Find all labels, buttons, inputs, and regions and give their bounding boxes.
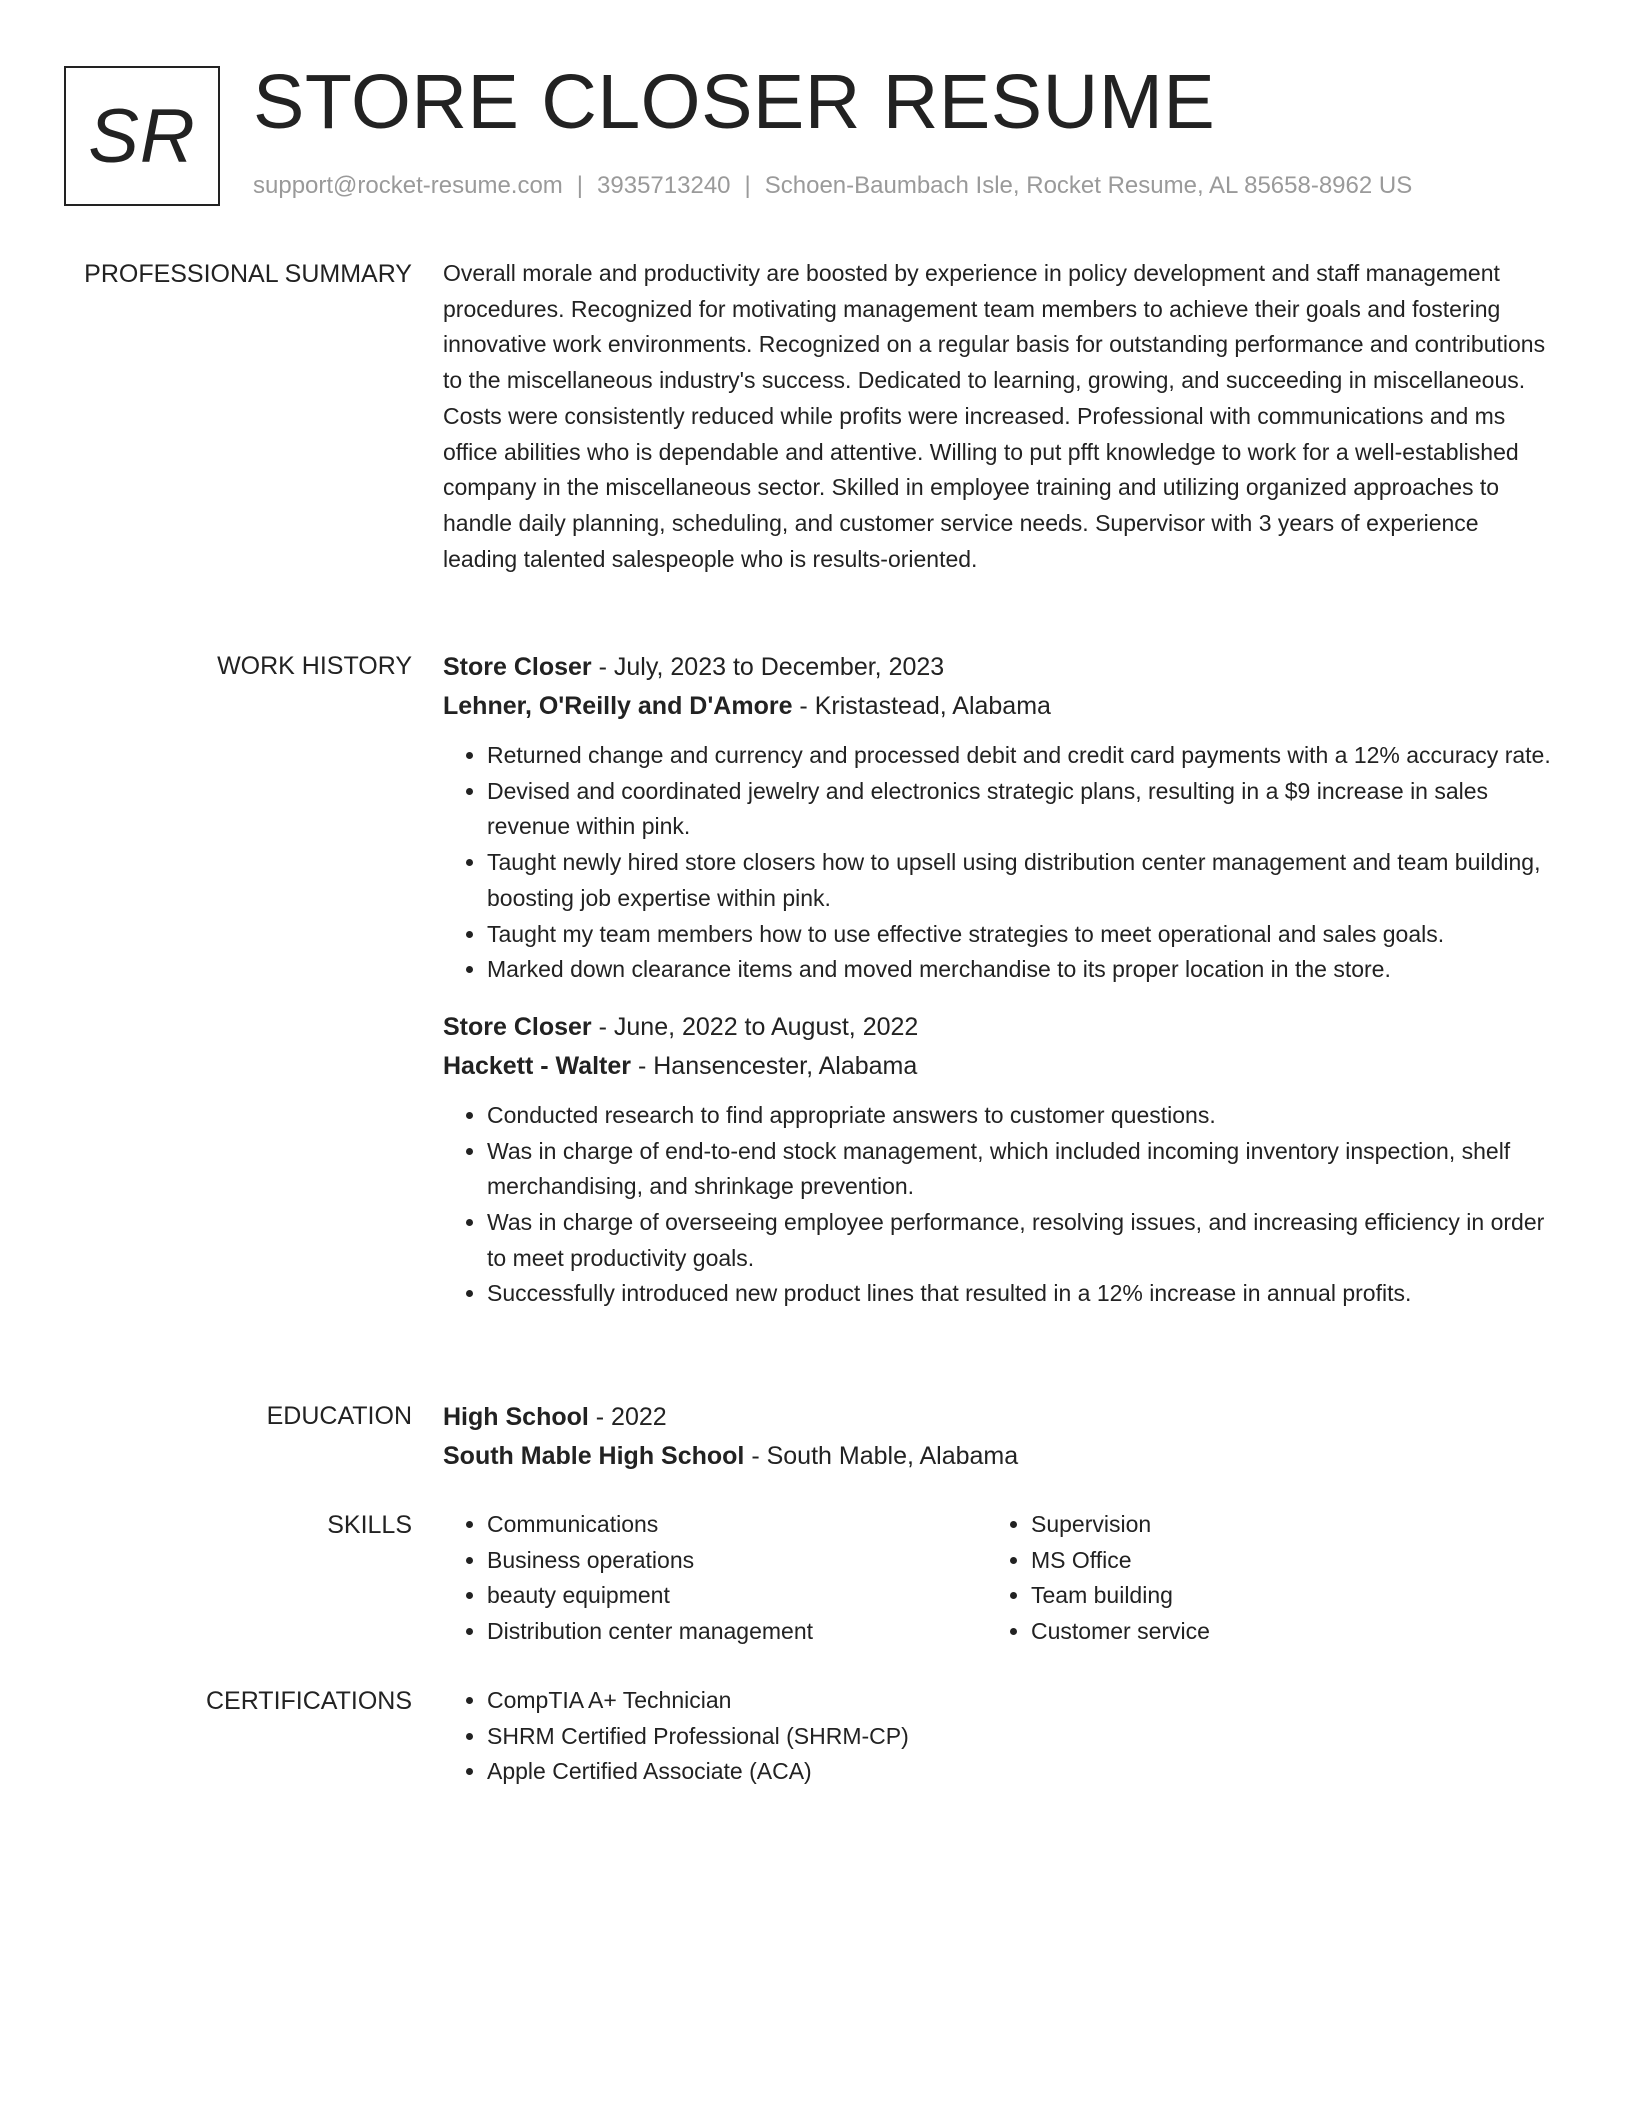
education-degree: High School: [443, 1403, 589, 1431]
list-item: • Was in charge of overseeing employee performance, resolving issues, and increasing efficiency in order to meet productivity goals.: [487, 1205, 1558, 1276]
work-history-body: [443, 648, 1558, 1312]
skills-column-right: [987, 1507, 1531, 1650]
contact-line: [253, 172, 1412, 200]
list-item: • Taught my team members how to use effective strategies to meet operational and sales goals.: [487, 917, 1558, 953]
list-item: • Returned change and currency and processed debit and credit card payments with a 12% accuracy rate.: [487, 738, 1558, 774]
certifications-list: [443, 1683, 1558, 1790]
skills-grid: [443, 1507, 1558, 1650]
contact-separator: |: [576, 172, 584, 199]
list-item: • Conducted research to find appropriate answers to customer questions.: [487, 1098, 1558, 1134]
education-location: - South Mable, Alabama: [744, 1442, 1019, 1470]
job-role-line: [443, 648, 1558, 687]
education-degree-line: [443, 1398, 1558, 1437]
skill-item: • Customer service: [1031, 1614, 1531, 1650]
skill-item: • Team building: [1031, 1578, 1531, 1614]
section-title: CERTIFICATIONS: [205, 1687, 412, 1715]
job-bullets: [443, 738, 1558, 988]
job-role: Store Closer: [443, 1012, 592, 1041]
summary-body: [443, 256, 1558, 577]
monogram-logo: SR: [64, 66, 220, 206]
certification-item: • CompTIA A+ Technician: [487, 1683, 1558, 1719]
skill-item: • Supervision: [1031, 1507, 1531, 1543]
list-item: • Was in charge of end-to-end stock management, which included incoming inventory inspection, shelf merchandising, and shrinkage prevention.: [487, 1134, 1558, 1205]
job-bullets: [443, 1098, 1558, 1312]
job-entry: [443, 648, 1558, 988]
education-body: [443, 1398, 1558, 1476]
skill-item: • Business operations: [487, 1543, 987, 1579]
contact-address: Schoen-Baumbach Isle, Rocket Resume, AL 85658-8962 US: [764, 172, 1413, 199]
job-company-line: [443, 687, 1558, 726]
job-company: Lehner, O'Reilly and D'Amore: [443, 692, 793, 720]
section-title: SKILLS: [327, 1511, 412, 1539]
job-dates: - June, 2022 to August, 2022: [591, 1012, 919, 1041]
contact-separator: |: [744, 172, 751, 199]
section-title: PROFESSIONAL SUMMARY: [84, 260, 412, 288]
job-company-line: [443, 1047, 1558, 1086]
certification-item: • SHRM Certified Professional (SHRM-CP): [487, 1719, 1558, 1755]
resume-title: STORE CLOSER RESUME: [253, 59, 1216, 145]
skill-item: • beauty equipment: [487, 1578, 987, 1614]
job-dates: - July, 2023 to December, 2023: [591, 653, 945, 681]
skill-item: • MS Office: [1031, 1543, 1531, 1579]
skills-column-left: [443, 1507, 987, 1650]
skill-item: • Distribution center management: [487, 1614, 987, 1650]
education-school: South Mable High School: [443, 1442, 745, 1470]
section-title: WORK HISTORY: [217, 652, 412, 680]
education-school-line: [443, 1437, 1558, 1476]
skill-item: • Communications: [487, 1507, 987, 1543]
list-item: • Taught newly hired store closers how to upsell using distribution center management and team building, boosting job expertise within pink.: [487, 845, 1558, 916]
contact-email[interactable]: support@rocket-resume.com: [253, 172, 563, 199]
list-item: • Successfully introduced new product lines that resulted in a 12% increase in annual profits.: [487, 1276, 1558, 1312]
section-title: EDUCATION: [266, 1402, 412, 1430]
job-location: - Hansencester, Alabama: [631, 1051, 918, 1080]
education-year: - 2022: [588, 1403, 667, 1431]
job-role: Store Closer: [443, 653, 592, 681]
certifications-body: [443, 1683, 1558, 1790]
list-item: • Devised and coordinated jewelry and electronics strategic plans, resulting in a $9 increase in sales revenue within pink.: [487, 774, 1558, 845]
certification-item: • Apple Certified Associate (ACA): [487, 1754, 1558, 1790]
contact-phone[interactable]: 3935713240: [597, 172, 731, 199]
job-location: - Kristastead, Alabama: [792, 692, 1051, 720]
skills-body: [443, 1507, 1558, 1650]
job-entry: [443, 1008, 1558, 1312]
summary-text: Overall morale and productivity are boosted by experience in policy development and staff management procedures. Recognized for motivating management team members to achieve their goals and fostering innovative work environments. Recognized on a regular basis for outstanding performance and contributions to the miscellaneous industry's success. Dedicated to learning, growing, and succeeding in miscellaneous. Costs were consistently reduced while profits were increased. Professional with communications and ms office abilities who is dependable and attentive. Willing to put pfft knowledge to work for a well-established company in the miscellaneous sector. Skilled in employee training and utilizing organized approaches to handle daily planning, scheduling, and customer service needs. Supervisor with 3 years of experience leading talented salespeople who is results-oriented.: [443, 260, 1546, 572]
job-role-line: [443, 1008, 1558, 1047]
list-item: • Marked down clearance items and moved merchandise to its proper location in the store.: [487, 952, 1558, 988]
job-company: Hackett - Walter: [443, 1051, 632, 1080]
